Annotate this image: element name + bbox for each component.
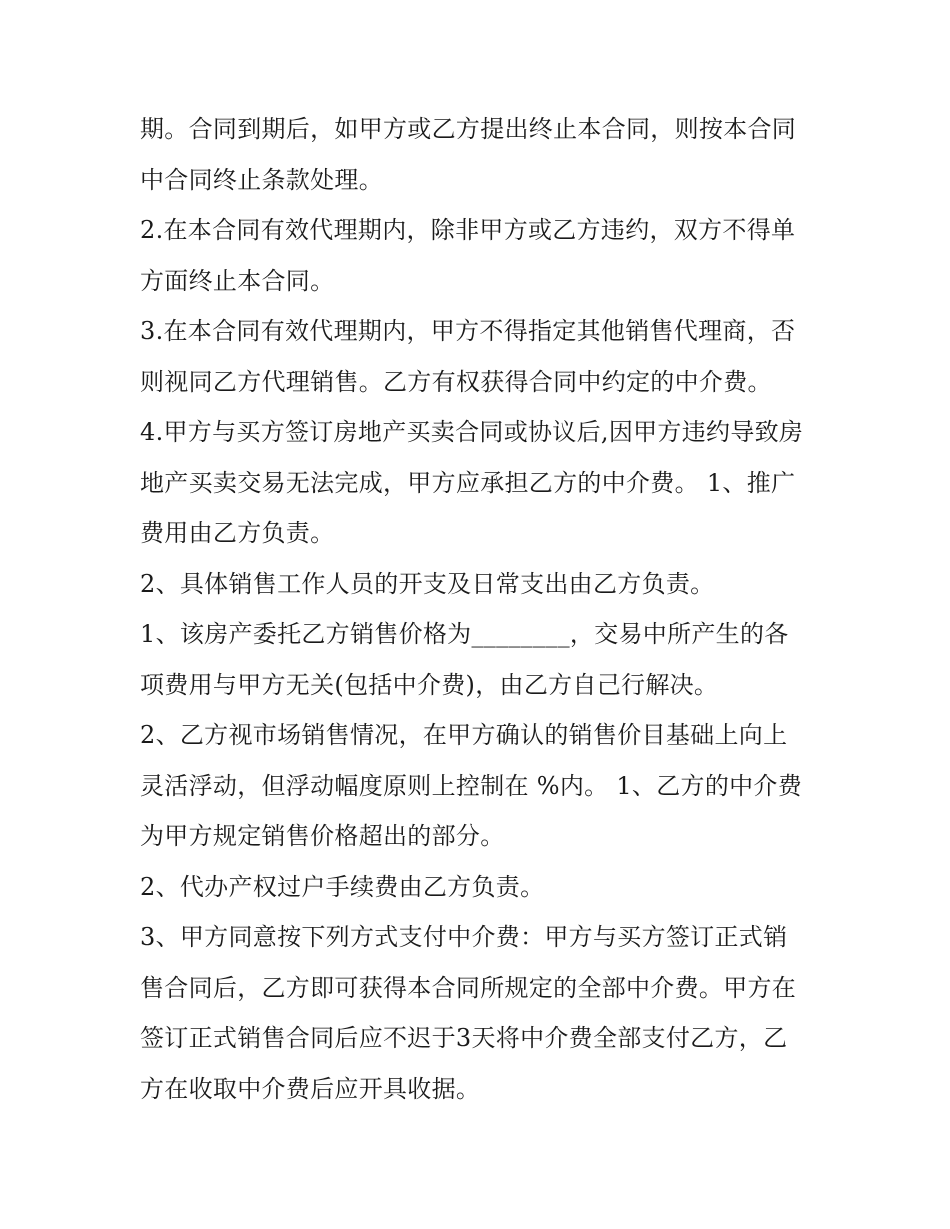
text-line: 则视同乙方代理销售。乙方有权获得合同中约定的中介费。 [140, 367, 772, 396]
text-line: 3、甲方同意按下列方式支付中介费：甲方与买方签订正式销 [140, 923, 788, 951]
text-line: 4.甲方与买方签订房地产买卖合同或协议后,因甲方违约导致房 [140, 418, 804, 446]
text-line: 2、代办产权过户手续费由乙方负责。 [140, 872, 545, 901]
text-line: 售合同后，乙方即可获得本合同所规定的全部中介费。甲方在 [140, 973, 797, 1002]
text-line: 3.在本合同有效代理期内，甲方不得指定其他销售代理商，否 [140, 317, 796, 345]
text-line: 中合同终止条款处理。 [140, 165, 383, 194]
text-line: 项费用与甲方无关(包括中介费)，由乙方自己行解决。 [140, 670, 719, 699]
text-line: 2、具体销售工作人员的开支及日常支出由乙方负责。 [140, 569, 715, 598]
text-line: 2.在本合同有效代理期内，除非甲方或乙方违约，双方不得单 [140, 216, 796, 244]
text-line: 2、乙方视市场销售情况，在甲方确认的销售价目基础上向上 [140, 721, 788, 749]
contract-text [140, 104, 820, 1114]
text-line: 1、该房产委托乙方销售价格为________，交易中所产生的各 [140, 620, 789, 648]
text-line: 灵活浮动，但浮动幅度原则上控制在 %内。 1、乙方的中介费 [140, 771, 803, 800]
text-line: 方在收取中介费后应开具收据。 [140, 1074, 481, 1103]
text-line: 费用由乙方负责。 [140, 519, 335, 547]
text-line: 方面终止本合同。 [140, 266, 335, 295]
text-line: 地产买卖交易无法完成，甲方应承担乙方的中介费。 1、推广 [140, 468, 796, 497]
text-line: 期。合同到期后，如甲方或乙方提出终止本合同，则按本合同 [140, 115, 797, 143]
text-line: 签订正式销售合同后应不迟于3天将中介费全部支付乙方，乙 [140, 1024, 788, 1052]
text-line: 为甲方规定销售价格超出的部分。 [140, 822, 505, 850]
